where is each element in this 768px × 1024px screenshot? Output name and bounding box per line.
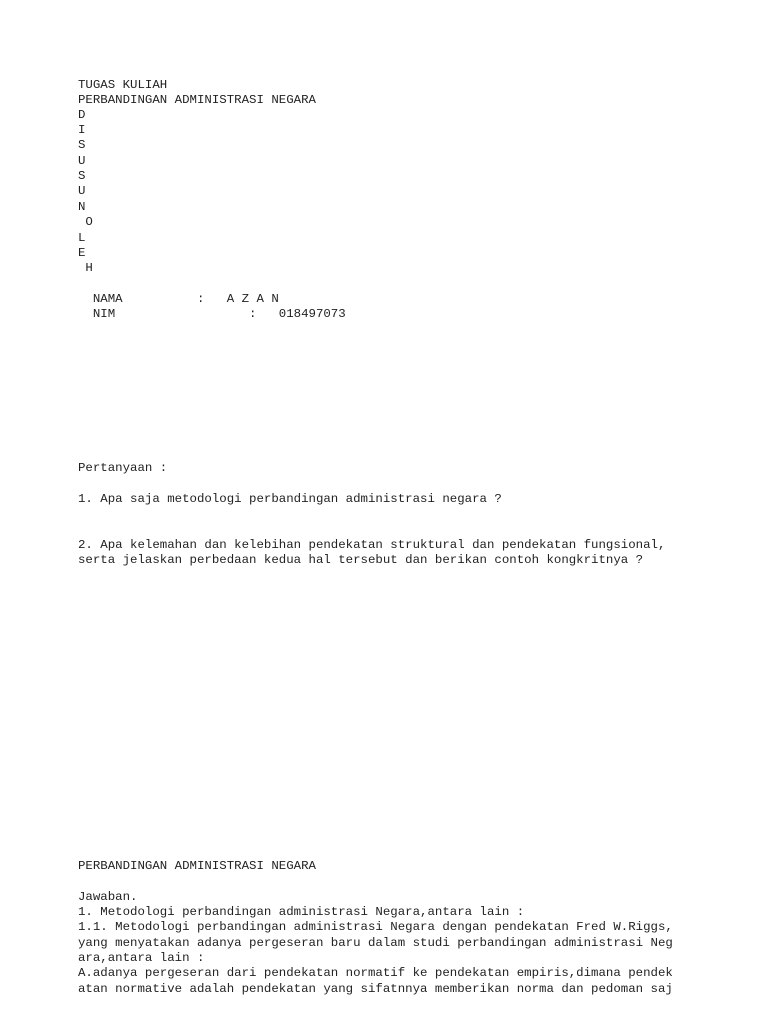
oleh-letter: L	[78, 231, 86, 245]
answers-section-title: PERBANDINGAN ADMINISTRASI NEGARA	[78, 859, 316, 873]
disusun-letter: S	[78, 169, 86, 183]
question-1: 1. Apa saja metodologi perbandingan administrasi negara ?	[78, 492, 502, 506]
doc-title-line1: TUGAS KULIAH	[78, 78, 168, 92]
disusun-letter: D	[78, 108, 86, 122]
disusun-letter: U	[78, 184, 86, 198]
answers-heading: Jawaban.	[78, 890, 138, 904]
nim-line: NIM : 018497073	[78, 307, 346, 321]
disusun-letter: N	[78, 200, 86, 214]
nama-line: NAMA : A Z A N	[78, 292, 279, 306]
answer-line: atan normative adalah pendekatan yang sifatnnya memberikan norma dan pedoman saj	[78, 982, 673, 996]
question-2-line1: 2. Apa kelemahan dan kelebihan pendekatan struktural dan pendekatan fungsional,	[78, 538, 666, 552]
answer-line: 1.1. Metodologi perbandingan administrasi Negara dengan pendekatan Fred W.Riggs,	[78, 920, 673, 934]
disusun-letter: S	[78, 138, 86, 152]
question-2-line2: serta jelaskan perbedaan kedua hal tersebut dan berikan contoh kongkritnya ?	[78, 553, 644, 567]
answer-line: ara,antara lain :	[78, 951, 205, 965]
oleh-letter: H	[78, 261, 93, 275]
oleh-letter: E	[78, 246, 86, 260]
disusun-letter: U	[78, 154, 86, 168]
answer-line: A.adanya pergeseran dari pendekatan normatif ke pendekatan empiris,dimana pendek	[78, 966, 673, 980]
disusun-letter: I	[78, 123, 86, 137]
answer-line: yang menyatakan adanya pergeseran baru dalam studi perbandingan administrasi Neg	[78, 936, 673, 950]
questions-heading: Pertanyaan :	[78, 461, 168, 475]
doc-title-line2: PERBANDINGAN ADMINISTRASI NEGARA	[78, 93, 316, 107]
answer-line: 1. Metodologi perbandingan administrasi Negara,antara lain :	[78, 905, 525, 919]
oleh-letter: O	[78, 215, 93, 229]
